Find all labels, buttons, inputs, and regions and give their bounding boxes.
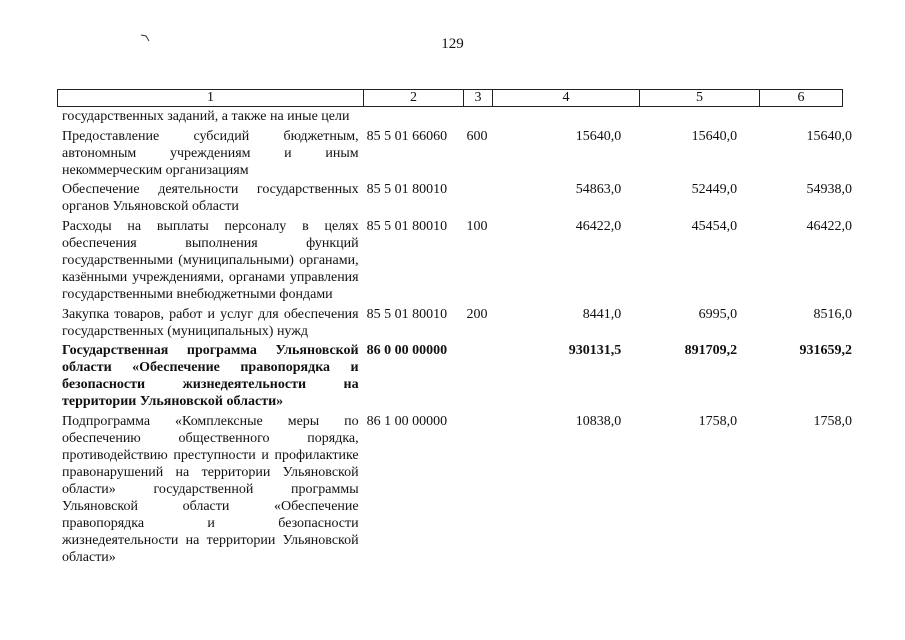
column-header-6: 6 — [797, 90, 805, 105]
row-description: Подпрограмма «Комплексные меры по обеспечению общественного порядка, противодействию преступности и профилактике правонарушений на территории Ульяновской области» государственной программы Ульяновской области «Обеспечение правопорядка и безопасности жизнедеятельности на территории Ульяновской области» — [62, 414, 359, 565]
row-description: Государственная программа Ульяновской области «Обеспечение правопорядка и безопасности жизнедеятельности на территории Ульяновской области» — [62, 343, 359, 409]
row-code: 86 0 00 00000 — [366, 343, 448, 358]
row-code: 86 1 00 00000 — [366, 414, 448, 429]
table-header — [57, 89, 843, 107]
row-value-col4: 8441,0 — [582, 307, 622, 322]
column-header-3: 3 — [464, 90, 493, 106]
row-description: Предоставление субсидий бюджетным, автономным учреждениям и иным некоммерческим организациям — [62, 129, 359, 178]
table-row-program — [62, 342, 852, 410]
column-header-4: 4 — [493, 90, 640, 106]
row-value-col6 — [737, 108, 852, 125]
row-description: государственных заданий, а также на иные цели — [62, 109, 350, 124]
row-value-col6: 15640,0 — [806, 129, 853, 144]
row-expense-type — [467, 181, 499, 215]
row-value-col6: 8516,0 — [813, 307, 853, 322]
column-header-1: 1 — [58, 90, 364, 106]
row-value-col4: 10838,0 — [575, 414, 622, 429]
row-expense-type — [467, 413, 499, 566]
row-value-col5: 52449,0 — [691, 182, 738, 197]
column-header-2: 2 — [364, 90, 464, 106]
row-code: 85 5 01 80010 — [366, 219, 448, 234]
table-row — [62, 181, 852, 215]
row-description: Обеспечение деятельности государственных органов Ульяновской области — [62, 182, 359, 214]
row-value-col6: 54938,0 — [806, 182, 853, 197]
row-value-col5: 1758,0 — [698, 414, 738, 429]
row-value-col6: 46422,0 — [806, 219, 853, 234]
row-expense-type: 100 — [466, 219, 488, 234]
row-code: 85 5 01 80010 — [366, 182, 448, 197]
row-code — [359, 108, 467, 125]
row-description: Расходы на выплаты персоналу в целях обеспечения выполнения функций государственными (муниципальными) органами, казёнными учреждениями, органами управления государственными внебюджетными фондами — [62, 219, 359, 302]
row-expense-type: 600 — [466, 129, 488, 144]
row-code: 85 5 01 66060 — [366, 129, 448, 144]
row-value-col5: 45454,0 — [691, 219, 738, 234]
row-value-col4: 15640,0 — [575, 129, 622, 144]
row-value-col5: 6995,0 — [698, 307, 738, 322]
table-row — [62, 108, 852, 125]
page-number: 129 — [441, 36, 464, 52]
table-body — [62, 108, 852, 567]
row-description: Закупка товаров, работ и услуг для обеспечения государственных (муниципальных) нужд — [62, 307, 359, 339]
row-expense-type — [467, 342, 499, 410]
row-value-col6: 931659,2 — [799, 343, 853, 358]
row-expense-type: 200 — [466, 307, 488, 322]
column-header-5: 5 — [640, 90, 760, 106]
row-value-col4: 54863,0 — [575, 182, 622, 197]
row-value-col5 — [621, 108, 737, 125]
row-value-col6: 1758,0 — [813, 414, 853, 429]
row-value-col4 — [498, 108, 621, 125]
row-code: 85 5 01 80010 — [366, 307, 448, 322]
row-expense-type — [467, 108, 499, 125]
row-value-col4: 930131,5 — [568, 343, 622, 358]
table-row-subprogram — [62, 413, 852, 566]
table-row — [62, 306, 852, 340]
table-row — [62, 128, 852, 179]
row-value-col5: 15640,0 — [691, 129, 738, 144]
row-value-col4: 46422,0 — [575, 219, 622, 234]
table-row — [62, 218, 852, 303]
row-value-col5: 891709,2 — [684, 343, 738, 358]
